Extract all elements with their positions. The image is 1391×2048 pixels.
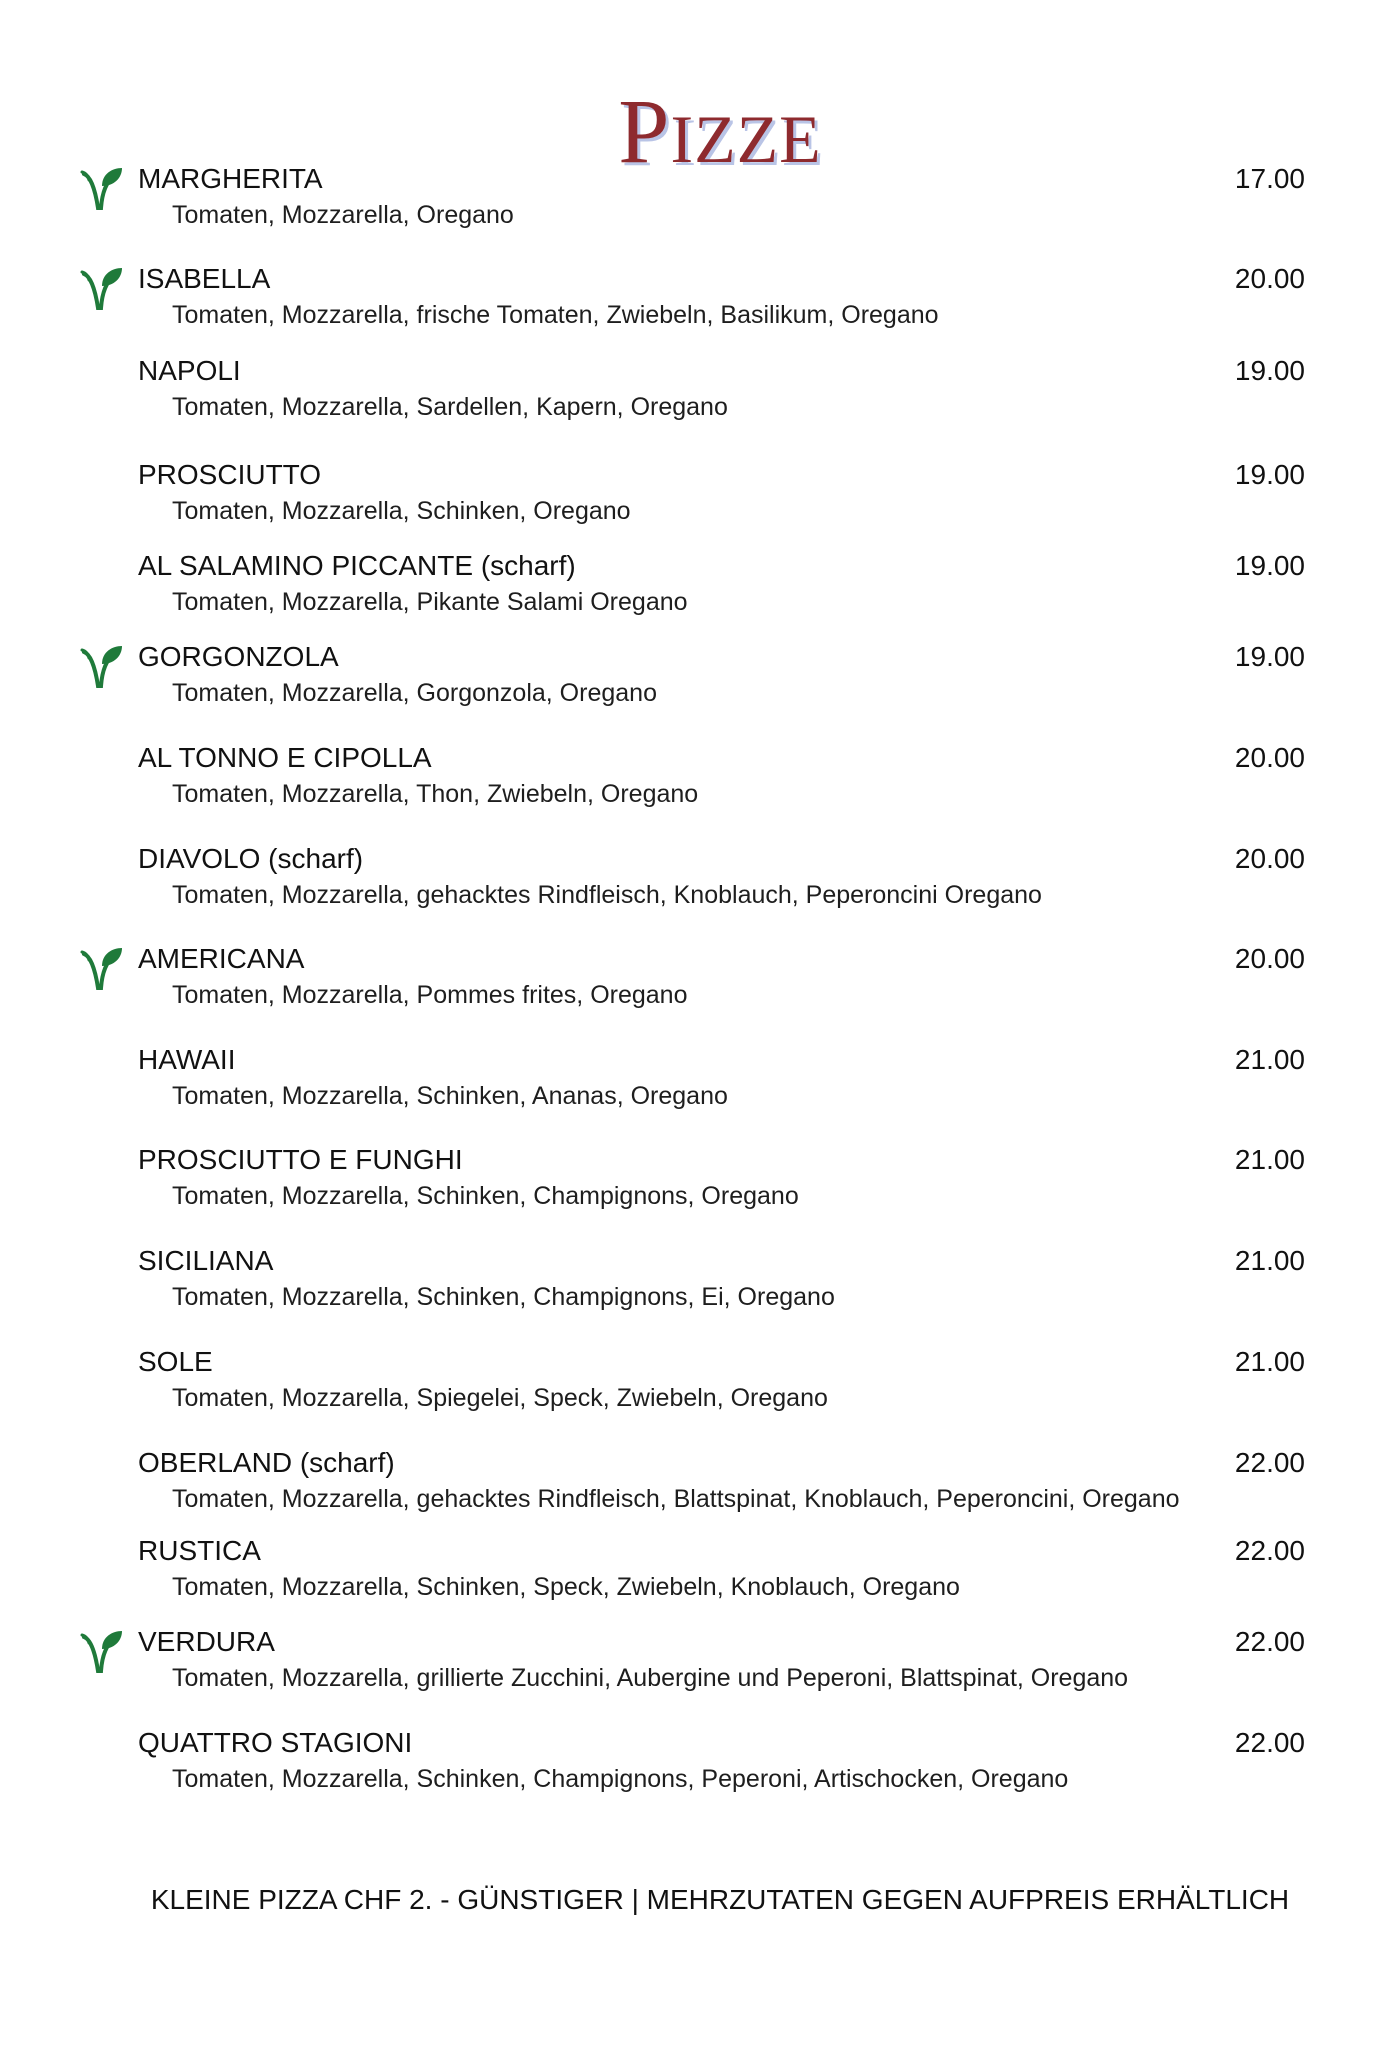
- menu-item-description: Tomaten, Mozzarella, Spiegelei, Speck, Zwiebeln, Oregano: [172, 1384, 828, 1412]
- menu-item-name: PROSCIUTTO E FUNGHI: [138, 1144, 463, 1175]
- menu-item: [0, 458, 1391, 538]
- vegetarian-leaf-icon: [80, 944, 124, 992]
- menu-item: [0, 842, 1391, 922]
- menu-item-name: OBERLAND (scharf): [138, 1447, 395, 1478]
- menu-item: [0, 1625, 1391, 1705]
- vegetarian-leaf-icon: [80, 164, 124, 212]
- menu-item-price: 20.00: [1234, 263, 1305, 294]
- menu-item-price: 21.00: [1234, 1245, 1305, 1276]
- menu-item-description: Tomaten, Mozzarella, Schinken, Oregano: [172, 497, 631, 525]
- menu-item-description: Tomaten, Mozzarella, Schinken, Speck, Zwiebeln, Knoblauch, Oregano: [172, 1573, 960, 1601]
- menu-item-description: Tomaten, Mozzarella, gehacktes Rindfleisch, Knoblauch, Peperoncini Oregano: [172, 881, 1042, 909]
- menu-item: [0, 1345, 1391, 1425]
- menu-item-description: Tomaten, Mozzarella, gehacktes Rindfleisch, Blattspinat, Knoblauch, Peperoncini, Oregano: [172, 1485, 1180, 1513]
- menu-item-price: 19.00: [1234, 641, 1305, 672]
- menu-item-name: HAWAII: [138, 1044, 236, 1075]
- menu-item-price: 21.00: [1234, 1144, 1305, 1175]
- menu-item-price: 22.00: [1234, 1727, 1305, 1758]
- menu-item-name: QUATTRO STAGIONI: [138, 1727, 413, 1758]
- menu-item-name: ISABELLA: [138, 263, 271, 294]
- vegetarian-leaf-icon: [80, 264, 124, 312]
- menu-item: [0, 549, 1391, 629]
- menu-item-name: RUSTICA: [138, 1535, 261, 1566]
- menu-item-name: AL SALAMINO PICCANTE (scharf): [138, 550, 576, 581]
- menu-item: [0, 741, 1391, 821]
- menu-item-price: 20.00: [1234, 742, 1305, 773]
- menu-item-description: Tomaten, Mozzarella, grillierte Zucchini, Aubergine und Peperoni, Blattspinat, Oregano: [172, 1664, 1129, 1692]
- menu-item-description: Tomaten, Mozzarella, Sardellen, Kapern, Oregano: [172, 393, 728, 421]
- vegetarian-leaf-icon: [80, 642, 124, 690]
- menu-item-price: 21.00: [1234, 1346, 1305, 1377]
- menu-item: [0, 1534, 1391, 1614]
- menu-item-name: SOLE: [138, 1346, 213, 1377]
- menu-item-price: 22.00: [1234, 1626, 1305, 1657]
- menu-item-name: AL TONNO E CIPOLLA: [138, 742, 432, 773]
- menu-item-price: 19.00: [1234, 550, 1305, 581]
- menu-item-description: Tomaten, Mozzarella, Pikante Salami Oregano: [172, 588, 688, 616]
- vegetarian-leaf-icon: [80, 1627, 124, 1675]
- menu-item-name: DIAVOLO (scharf): [138, 843, 364, 874]
- menu-item-description: Tomaten, Mozzarella, frische Tomaten, Zwiebeln, Basilikum, Oregano: [172, 301, 939, 329]
- menu-item-price: 22.00: [1234, 1535, 1305, 1566]
- menu-item: [0, 262, 1391, 342]
- menu-item-description: Tomaten, Mozzarella, Schinken, Champignons, Peperoni, Artischocken, Oregano: [172, 1765, 1069, 1793]
- page-title-rest: IZZE: [670, 101, 822, 177]
- menu-item: [0, 162, 1391, 242]
- menu-item: [0, 1043, 1391, 1123]
- menu-item-name: GORGONZOLA: [138, 641, 339, 672]
- menu-item: [0, 1143, 1391, 1223]
- menu-item-price: 19.00: [1234, 459, 1305, 490]
- menu-item-name: MARGHERITA: [138, 163, 323, 194]
- menu-item-description: Tomaten, Mozzarella, Thon, Zwiebeln, Oregano: [172, 780, 699, 808]
- menu-item-price: 22.00: [1234, 1447, 1305, 1478]
- menu-item-name: VERDURA: [138, 1626, 275, 1657]
- menu-item-description: Tomaten, Mozzarella, Pommes frites, Oregano: [172, 981, 688, 1009]
- menu-item-price: 21.00: [1234, 1044, 1305, 1075]
- menu-item-price: 20.00: [1234, 843, 1305, 874]
- menu-item-description: Tomaten, Mozzarella, Oregano: [172, 201, 514, 229]
- menu-item-price: 19.00: [1234, 355, 1305, 386]
- menu-item-name: SICILIANA: [138, 1245, 274, 1276]
- menu-item-name: AMERICANA: [138, 943, 305, 974]
- menu-item-description: Tomaten, Mozzarella, Schinken, Champignons, Ei, Oregano: [172, 1283, 835, 1311]
- menu-item: [0, 640, 1391, 720]
- menu-item-name: PROSCIUTTO: [138, 459, 322, 490]
- menu-item: [0, 354, 1391, 434]
- menu-item-price: 20.00: [1234, 943, 1305, 974]
- menu-item-description: Tomaten, Mozzarella, Gorgonzola, Oregano: [172, 679, 657, 707]
- menu-item-description: Tomaten, Mozzarella, Schinken, Champignons, Oregano: [172, 1182, 799, 1210]
- menu-item-description: Tomaten, Mozzarella, Schinken, Ananas, Oregano: [172, 1082, 728, 1110]
- menu-item: [0, 1446, 1391, 1526]
- menu-item: [0, 1726, 1391, 1806]
- menu-item: [0, 942, 1391, 1022]
- menu-item-price: 17.00: [1234, 163, 1305, 194]
- footer-note: KLEINE PIZZA CHF 2. - GÜNSTIGER | MEHRZUTATEN GEGEN AUFPREIS ERHÄLTLICH: [150, 1884, 1290, 1915]
- menu-item-name: NAPOLI: [138, 355, 241, 386]
- page-title-initial: P: [618, 80, 671, 182]
- menu-item: [0, 1244, 1391, 1324]
